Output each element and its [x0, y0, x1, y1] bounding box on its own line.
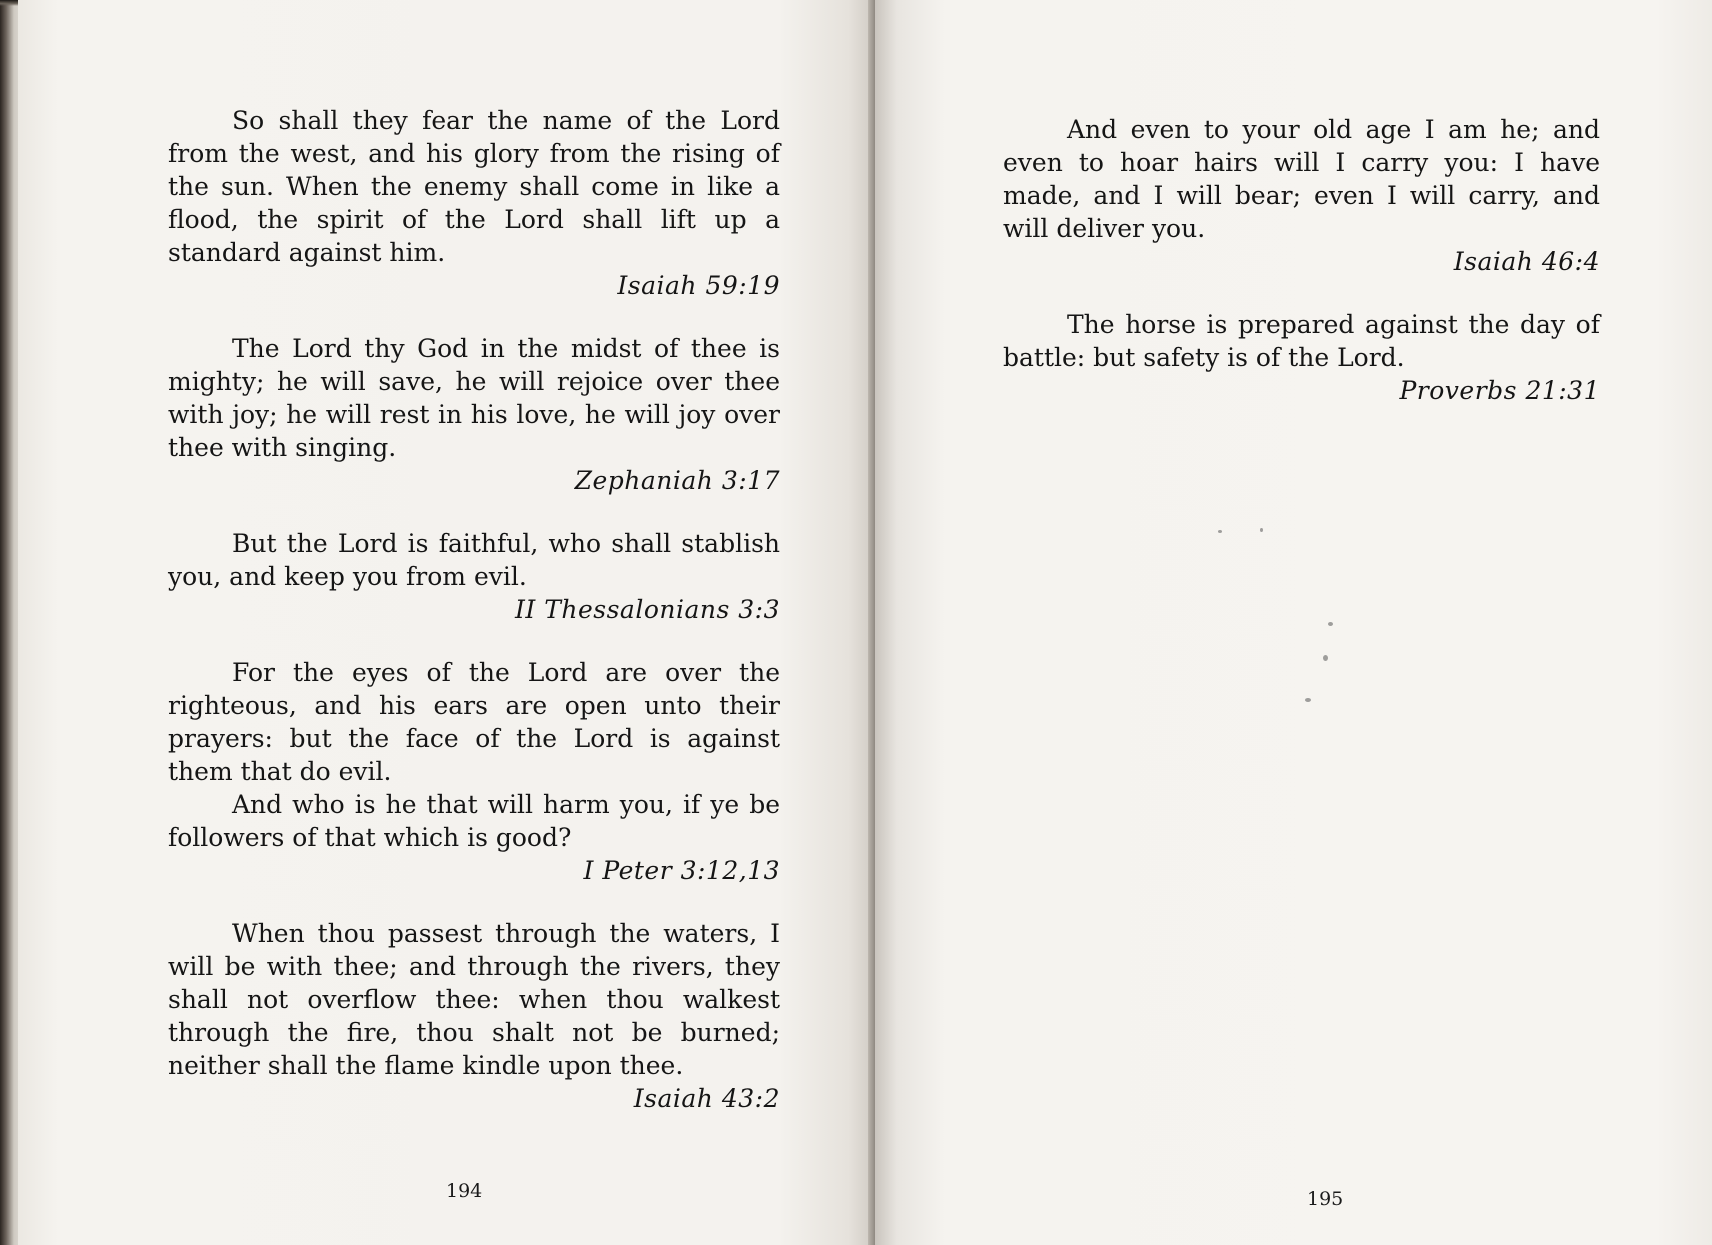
verse-reference: Proverbs 21:31 — [1399, 376, 1600, 405]
verse-reference: Zephaniah 3:17 — [574, 466, 780, 495]
right-page-text — [1003, 113, 1600, 407]
left-page — [18, 0, 875, 1245]
verse-reference: Isaiah 46:4 — [1453, 247, 1600, 276]
verse-ii-thessalonians-3-3 — [168, 527, 780, 626]
verse-paragraph: And even to your old age I am he; and even to hoar hairs will I carry you: I have made, and I will bear; even I will carry, and will deliver you. — [1003, 115, 1600, 243]
verse-zephaniah-3-17 — [168, 332, 780, 497]
verse-reference: I Peter 3:12,13 — [583, 856, 780, 885]
paper-speck — [1260, 528, 1263, 532]
verse-isaiah-43-2 — [168, 917, 780, 1115]
verse-reference: II Thessalonians 3:3 — [515, 595, 780, 624]
verse-paragraph: For the eyes of the Lord are over the righteous, and his ears are open unto their prayers: but the face of the Lord is against them that do evil. — [168, 658, 780, 786]
verse-isaiah-59-19 — [168, 104, 780, 302]
left-page-text — [168, 104, 780, 1115]
verse-paragraph: And who is he that will harm you, if ye be followers of that which is good? — [168, 790, 780, 852]
verse-proverbs-21-31 — [1003, 308, 1600, 407]
paper-speck — [1305, 698, 1311, 702]
verse-paragraph: So shall they fear the name of the Lord from the west, and his glory from the rising of the sun. When the enemy shall come in like a flood, the spirit of the Lord shall lift up a standard against him. — [168, 106, 780, 267]
verse-paragraph: The horse is prepared against the day of battle: but safety is of the Lord. — [1003, 310, 1600, 372]
page-number: 194 — [446, 1180, 483, 1202]
verse-paragraph: But the Lord is faithful, who shall stablish you, and keep you from evil. — [168, 529, 780, 591]
right-page — [875, 0, 1712, 1245]
paper-speck — [1323, 655, 1328, 661]
page-number: 195 — [1307, 1188, 1344, 1210]
verse-reference: Isaiah 59:19 — [617, 271, 780, 300]
verse-i-peter-3-12-13 — [168, 656, 780, 887]
verse-paragraph: When thou passest through the waters, I will be with thee; and through the rivers, they shall not overflow thee: when thou walkest through the fire, thou shalt not be burned; neither shall the flame kindle upon thee. — [168, 919, 780, 1080]
paper-speck — [1218, 530, 1222, 533]
verse-paragraph: The Lord thy God in the midst of thee is mighty; he will save, he will rejoice over thee with joy; he will rest in his love, he will joy over thee with singing. — [168, 334, 780, 462]
paper-speck — [1328, 622, 1333, 626]
verse-isaiah-46-4 — [1003, 113, 1600, 278]
verse-reference: Isaiah 43:2 — [633, 1084, 780, 1113]
